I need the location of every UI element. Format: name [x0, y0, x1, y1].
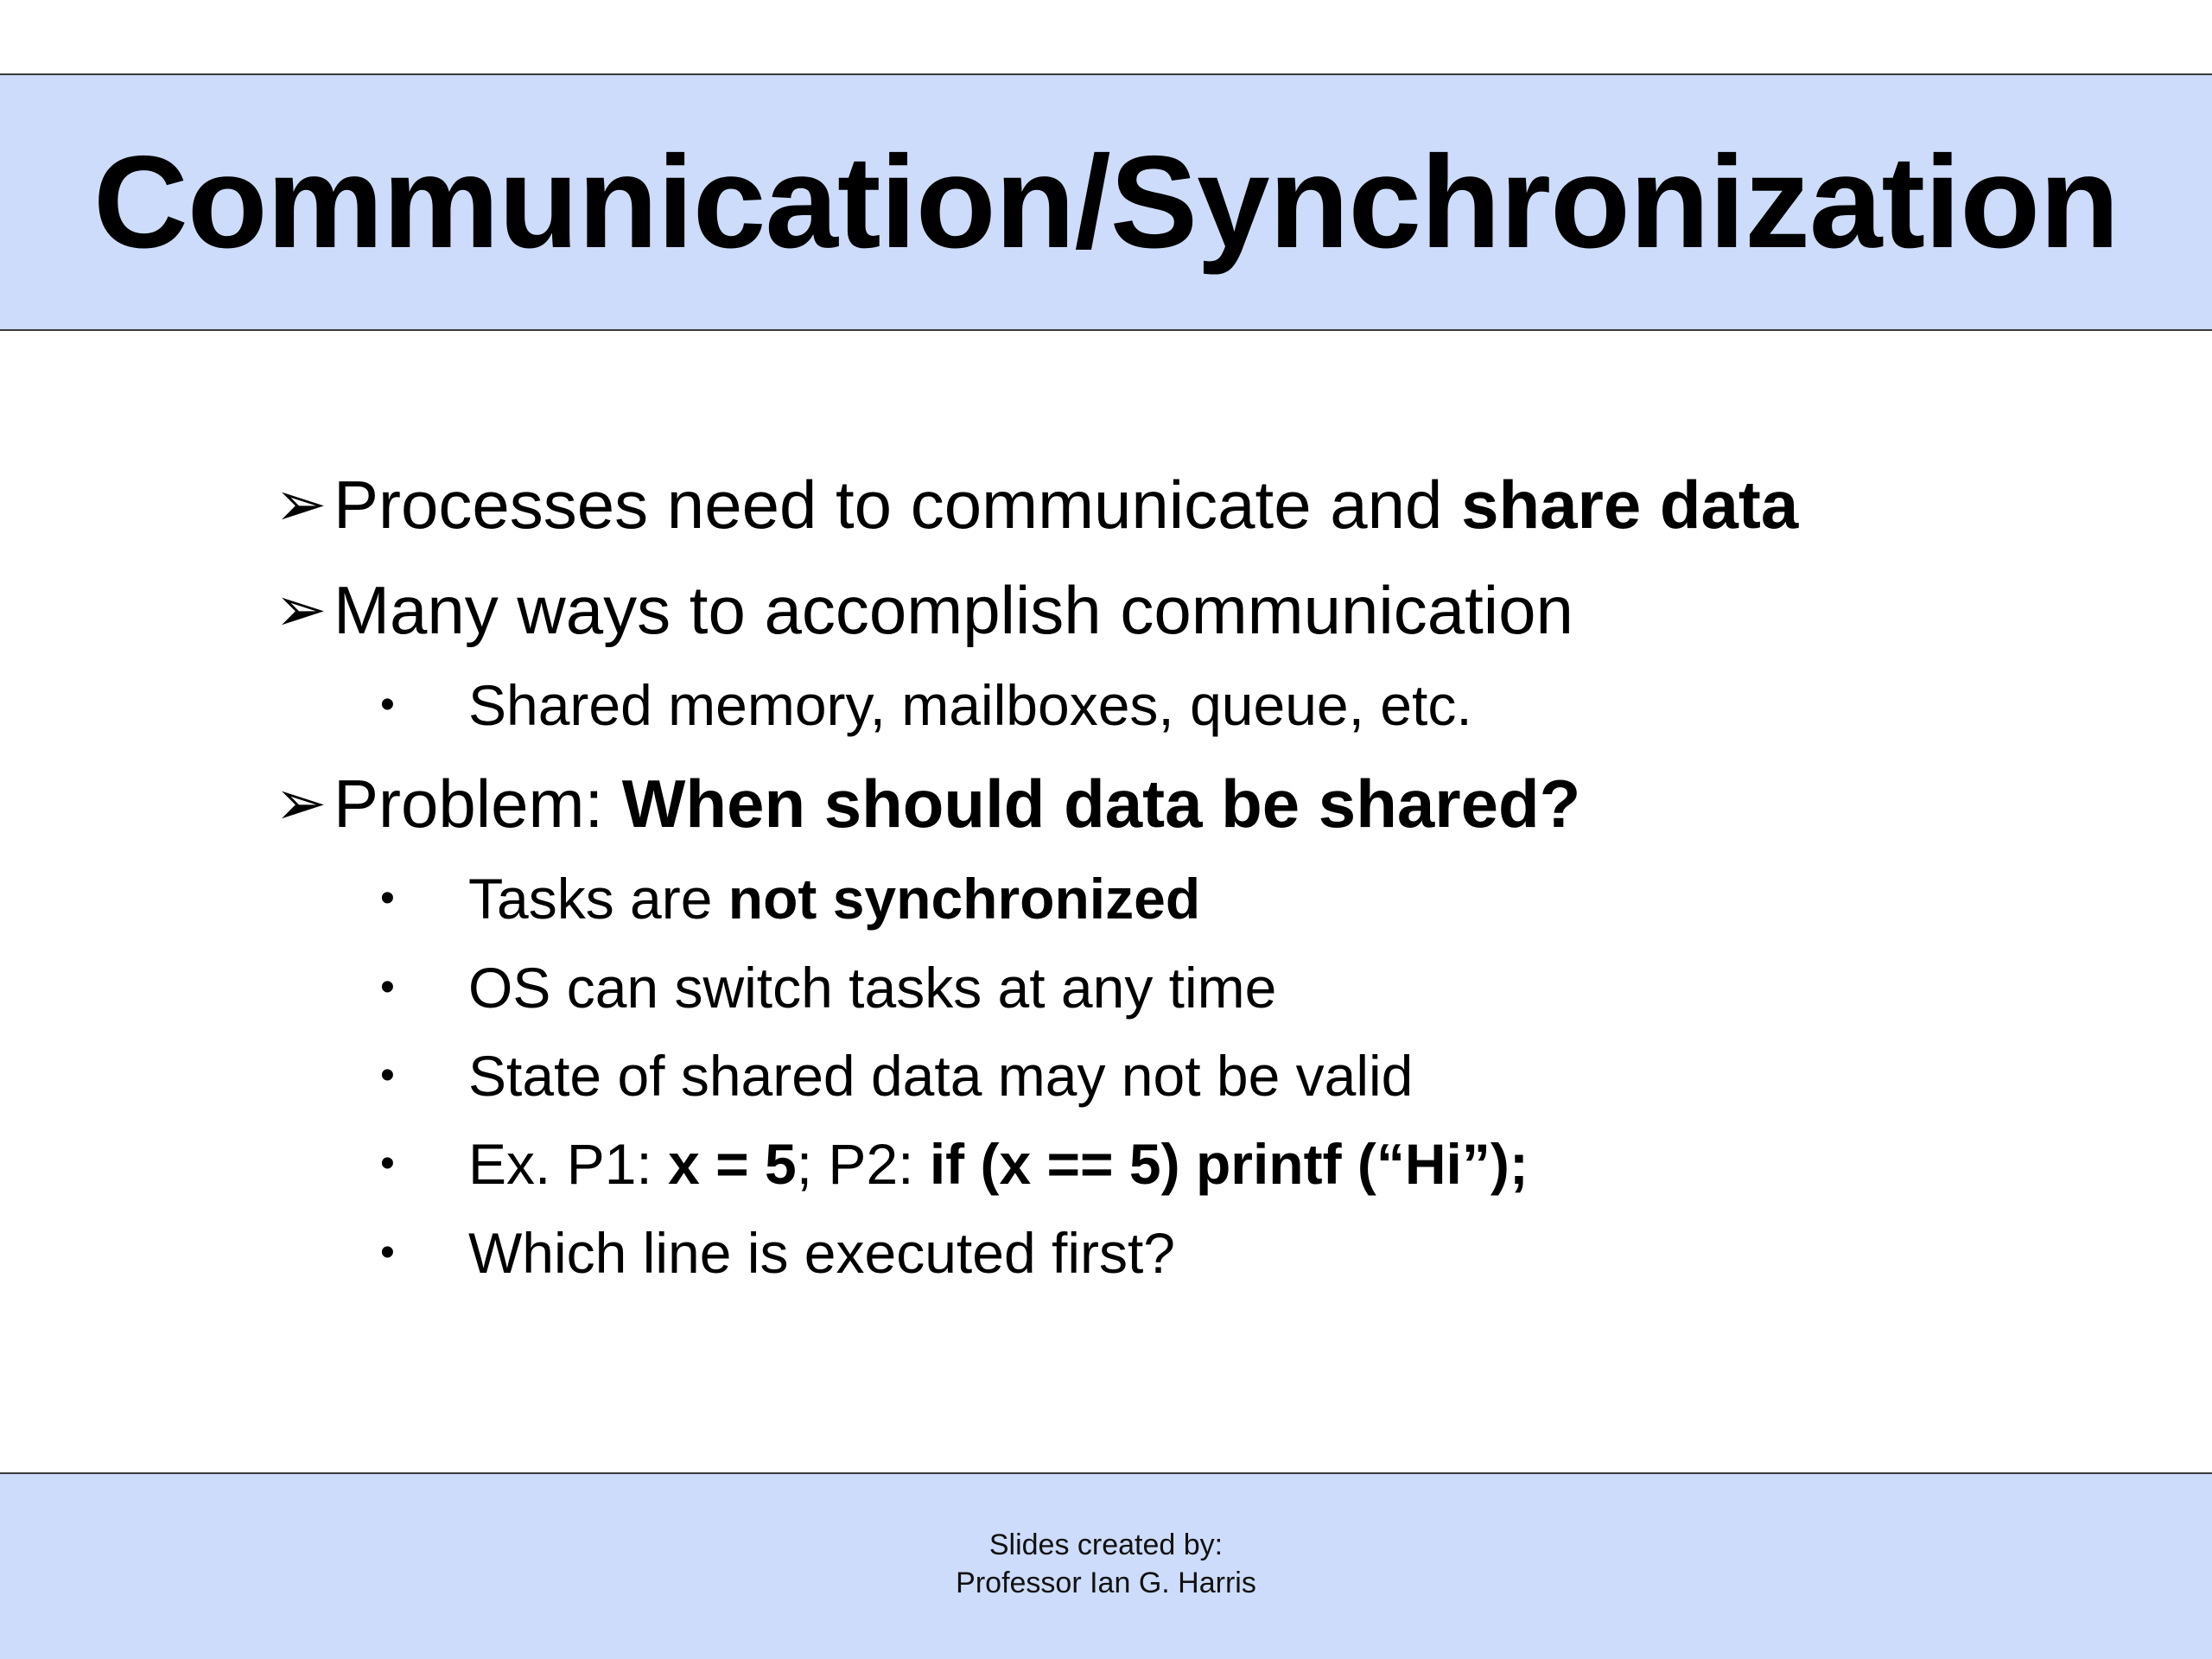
bullet-many-ways: ➢Many ways to accomplish communication — [275, 567, 1573, 653]
footer-credit — [0, 1526, 2212, 1602]
dot-bullet-icon: • — [380, 682, 395, 728]
dot-bullet-icon: • — [380, 1052, 395, 1098]
dot-bullet-icon: • — [380, 1230, 395, 1275]
sub-bullet-os-switch: • OS can switch tasks at any time — [380, 953, 1276, 1022]
footer-line-1: Slides created by: — [988, 1529, 1224, 1561]
title-band — [0, 73, 2212, 331]
sub-bullet-state-valid: • State of shared data may not be valid — [380, 1041, 1413, 1110]
bullet-problem: ➢Problem: When should data be shared? — [275, 760, 1580, 847]
sub-bullet-example-code: • Ex. P1: x = 5; P2: if (x == 5) printf (“Hi”); — [380, 1129, 1529, 1198]
sub-bullet-shared-memory: • Shared memory, mailboxes, queue, etc. — [380, 671, 1472, 740]
dot-bullet-icon: • — [380, 1141, 395, 1186]
arrow-bullet-icon: ➢ — [275, 470, 327, 539]
footer-line-2: Professor Ian G. Harris — [956, 1567, 1256, 1599]
slide-title: Communication/Synchronization — [93, 128, 2119, 276]
footer-band — [0, 1472, 2212, 1659]
arrow-bullet-icon: ➢ — [275, 575, 327, 645]
bullet-share-data: ➢Processes need to communicate and share data — [275, 461, 1798, 548]
arrow-bullet-icon: ➢ — [275, 769, 327, 838]
sub-bullet-not-synchronized: • Tasks are not synchronized — [380, 864, 1200, 933]
sub-bullet-which-first: • Which line is executed first? — [380, 1218, 1175, 1287]
dot-bullet-icon: • — [380, 875, 395, 921]
dot-bullet-icon: • — [380, 964, 395, 1010]
